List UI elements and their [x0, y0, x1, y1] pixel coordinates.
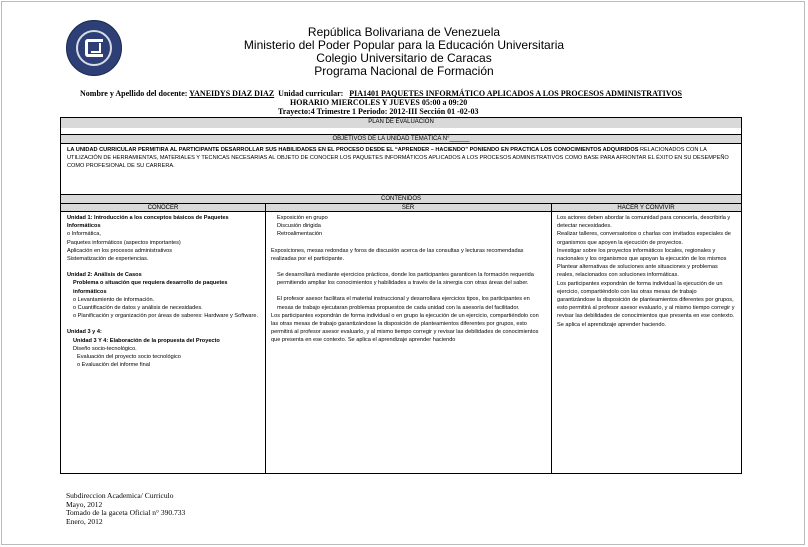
footer	[66, 492, 185, 526]
unidad-value: PIA1401 PAQUETES INFORMÁTICO APLICADOS A LOS PROCESOS ADMINISTRATIVOS	[349, 89, 682, 98]
list-item: Evaluación del proyecto socio tecnológico	[77, 354, 181, 361]
header-college: Colegio Universitario de Caracas	[316, 51, 492, 65]
objetivos-title: OBJETIVOS DE LA UNIDAD TEMÁTICA N°______	[61, 134, 741, 143]
header-ministry: Ministerio del Poder Popular para la Educación Universitaria	[243, 38, 565, 52]
col-header-ser: SER	[265, 203, 551, 212]
list-item: Aplicación en los procesos administrativos	[67, 247, 173, 254]
paragraph: Investigar sobre los proyectos informáticos locales, regionales y nacionales y los organismos que apoyan la ejecución de los mismos	[557, 247, 727, 263]
unit-3-title: Unidad 3 y 4:	[67, 329, 102, 336]
header-program: Programa Nacional de Formación	[314, 64, 494, 78]
docente-label: Nombre y Apellido del docente:	[80, 89, 188, 98]
list-item: Sistematización de experiencias.	[67, 256, 149, 263]
footer-line: Mayo, 2012	[66, 499, 103, 509]
paragraph: Los participantes expondrán de forma individual o en grupo la ejecución de un ejercicio, compartiéndolo con las otras mesas de trabajo garantizándose la disposición de planteamientos diferentes por grupos, esto permitirá al profesor asesor evaluarlo, y al mismo tiempo corregir y revisar las debilidades de conocimientos que presenta en ese contexto. Se aplica el aprendizaje aprender haciendo	[271, 312, 539, 344]
unit-1-title: Unidad 1: Introducción a los conceptos básicos de Paquetes Informáticos	[67, 215, 229, 230]
hacer-column	[553, 212, 739, 473]
objetivo-rest: RELACIONADOS CON LA UTILIZACIÓN DE HERRAMIENTAS, MATERIALES Y TECNICAS NECESARIAS AL OBJETO DE CONOCER LOS PAQUETES INFORMÁTICOS APLICADOS A LOS PROCESOS ADMINISTRATIVOS COMO BASE PARA AFRONTAR EL ÉXITO EN SU DESEMPEÑO COMO PROFESIONAL DE SU CARRERA.	[67, 147, 729, 169]
col-divider	[551, 203, 552, 473]
list-item: o Cuantificación de datos y análisis de necesidades.	[73, 305, 203, 312]
list-item: o Evaluación del informe final	[77, 362, 151, 369]
contenidos-title: CONTENIDOS	[61, 194, 741, 203]
list-item: Exposición en grupo	[277, 215, 328, 221]
unit-2-subtitle: Problema o situación que requiera desarrollo de paquetes informáticos	[73, 280, 228, 295]
ser-column	[267, 212, 549, 473]
paragraph: Plantear alternativas de soluciones ante situaciones y problemas reales, relacionados con soluciones informáticas.	[557, 264, 718, 279]
paragraph: Realizar talleres, conversatorios o charlas con invitados especiales de organismos que apoyen la ejecución de proyectos.	[557, 231, 731, 246]
paragraph: Los actores deben abordar la comunidad para conocerla, describirla y detectar necesidades.	[557, 215, 731, 230]
list-item: o Planificación y organización por áreas de saberes: Hardware y Software.	[73, 313, 259, 320]
docente-line	[80, 89, 682, 98]
col-header-conocer: CONOCER	[61, 203, 265, 212]
unidad-label: Unidad curricular:	[278, 89, 344, 98]
header-republic: República Bolivariana de Venezuela	[307, 25, 501, 39]
list-item: o Levantamiento de información.	[73, 296, 155, 303]
conocer-column	[63, 212, 263, 473]
objetivos-body	[61, 143, 741, 192]
list-item: Discusión dirigida	[277, 223, 321, 230]
paragraph: Los participantes expondrán de forma individual la ejecución de un ejercicio, compartiéndolo con las otras mesas de trabajo garantizándose la disposición de planteamientos diferentes por grupos, esto permitirá al profesor asesor evaluarlo, y al mismo tiempo corregir y revisar las debilidades de conocimientos que presenta en ese contexto. Se aplica el aprendizaje aprender haciendo.	[557, 280, 735, 328]
list-item: Paquetes informáticos (aspectos importantes)	[67, 239, 181, 246]
col-header-hacer: HACER Y CONVIVIR	[551, 203, 741, 212]
list-item: o Informática,	[67, 231, 101, 238]
trayecto: Trayecto:4 Trimestre 1 Periodo: 2012-III Sección 01 -02-03	[278, 107, 479, 116]
docente-value: YANEIDYS DIAZ DIAZ	[189, 89, 275, 98]
horario: HORARIO MIERCOLES Y JUEVES 05:00 a 09:20	[290, 98, 468, 107]
paragraph: Se desarrollará mediante ejercicios prácticos, donde los participantes garanticen la formación requerida permitiendo ampliar los conocimientos y habilidades a través de la sinergia con otras áreas del saber.	[277, 272, 534, 287]
plan-table	[60, 117, 742, 474]
paragraph: El profesor asesor facilitara el material instruccional y desarrollara ejercicios tipos, los participantes en mesas de trabajo ejecutaran problemas propuestos de cada unidad con la asesoría del facilitador.	[277, 296, 530, 311]
objetivo-bold: LA UNIDAD CURRICULAR PERMITIRA AL PARTICIPANTE DESARROLLAR SUS HABILIDADES EN EL PROCESO DESDE EL “APRENDER – HACIENDO” PONIENDO EN PRACTICA LOS CONOCIMIENTOS ADQUIRIDOS	[67, 147, 639, 153]
footer-line: Tomado de la gaceta Oficial n° 390.733	[66, 508, 186, 517]
col-divider	[265, 203, 266, 473]
footer-line: Subdireccion Academica/ Curriculo	[66, 491, 174, 500]
list-item: Retroalimentación	[277, 231, 323, 238]
unit-2-title: Unidad 2: Análisis de Casos	[67, 272, 142, 279]
plan-title: PLAN DE EVALUACIÓN	[61, 118, 741, 128]
unit-3-subtitle: Unidad 3 Y 4: Elaboración de la propuesta del Proyecto	[73, 337, 220, 344]
footer-line: Enero, 2012	[66, 516, 103, 526]
list-item: Diseño socio-tecnológico.	[73, 345, 137, 352]
paragraph: Exposiciones, mesas redondas y foros de discusión acerca de las consultas y lecturas recomendadas realizadas por el participante.	[271, 247, 524, 262]
